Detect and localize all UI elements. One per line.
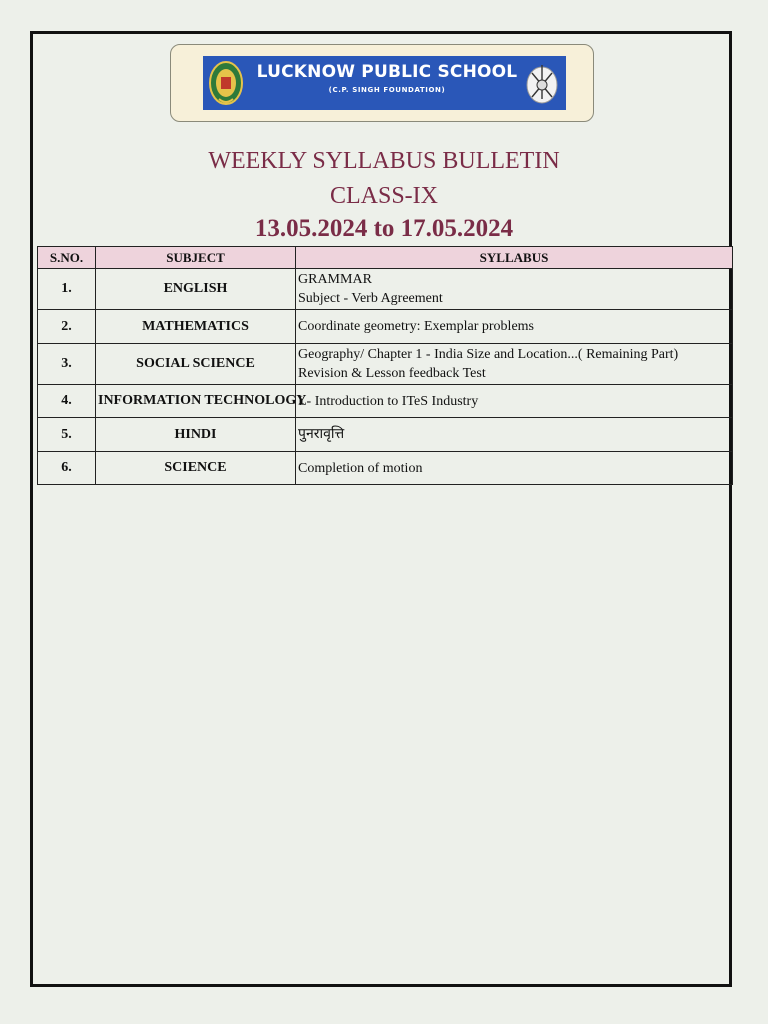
row-sno: 1.	[38, 269, 96, 310]
table-row	[38, 269, 733, 310]
date-range: 13.05.2024 to 17.05.2024	[254, 215, 514, 242]
row-syllabus	[296, 418, 733, 452]
foundation-emblem-icon	[524, 59, 560, 107]
row-subject: SCIENCE	[96, 452, 296, 485]
header-sno: S.NO.	[38, 247, 96, 269]
row-subject: INFORMATION TECHNOLOGY	[96, 385, 296, 418]
row-sno: 4.	[38, 385, 96, 418]
row-subject: MATHEMATICS	[96, 310, 296, 344]
bulletin-title: WEEKLY SYLLABUS BULLETIN	[208, 148, 560, 174]
school-crest-icon	[207, 59, 245, 107]
table-row	[38, 310, 733, 344]
row-syllabus	[296, 452, 733, 485]
school-name: LUCKNOW PUBLIC SCHOOL	[256, 62, 518, 82]
table-row	[38, 418, 733, 452]
table-row	[38, 344, 733, 385]
school-foundation: (C.P. SINGH FOUNDATION)	[328, 86, 446, 94]
table-row	[38, 385, 733, 418]
syllabus-line: GRAMMAR	[298, 272, 372, 287]
syllabus-line: Geography/ Chapter 1 - India Size and Location...( Remaining Part)	[298, 347, 679, 362]
table-header-row	[38, 247, 733, 269]
row-syllabus	[296, 344, 733, 385]
syllabus-line: पुनरावृत्ति	[298, 426, 345, 442]
syllabus-line: Coordinate geometry: Exemplar problems	[298, 319, 534, 334]
syllabus-line: L- Introduction to ITeS Industry	[298, 393, 479, 409]
row-subject: SOCIAL SCIENCE	[96, 344, 296, 385]
class-title: CLASS-IX	[329, 183, 438, 209]
syllabus-line: Revision & Lesson feedback Test	[298, 366, 486, 381]
header-subject: SUBJECT	[96, 247, 296, 269]
row-sno: 2.	[38, 310, 96, 344]
row-syllabus	[296, 269, 733, 310]
row-subject: HINDI	[96, 418, 296, 452]
row-sno: 3.	[38, 344, 96, 385]
syllabus-line: Completion of motion	[298, 460, 423, 476]
row-syllabus	[296, 310, 733, 344]
syllabus-line: Subject - Verb Agreement	[298, 291, 443, 306]
table-row	[38, 452, 733, 485]
row-syllabus	[296, 385, 733, 418]
header-syllabus: SYLLABUS	[296, 247, 733, 269]
syllabus-table	[37, 246, 733, 485]
row-sno: 5.	[38, 418, 96, 452]
row-subject: ENGLISH	[96, 269, 296, 310]
school-logo-banner	[203, 56, 566, 110]
row-sno: 6.	[38, 452, 96, 485]
